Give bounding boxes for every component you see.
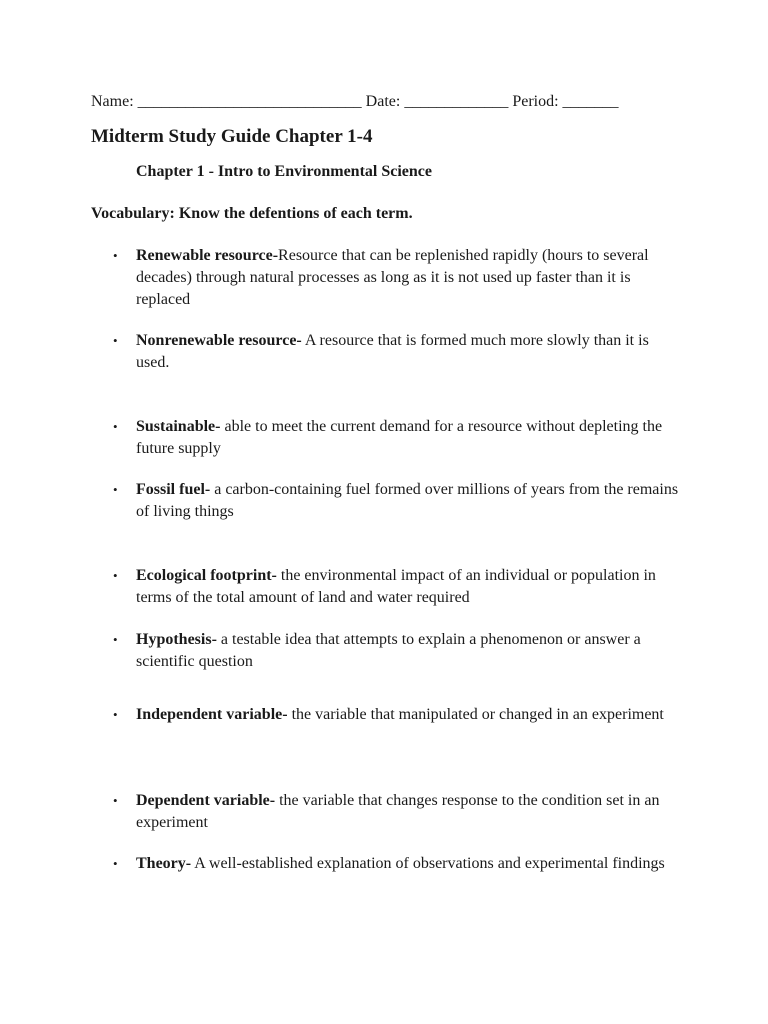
bullet-icon: •	[113, 793, 118, 808]
term-label: Independent variable-	[136, 706, 288, 723]
list-item	[113, 790, 681, 834]
term-label: Theory-	[136, 855, 192, 872]
period-blank: _______	[562, 93, 619, 110]
list-item	[113, 853, 681, 875]
date-label: Date:	[365, 93, 401, 110]
bullet-icon: •	[113, 707, 118, 722]
term-label: Sustainable-	[136, 418, 221, 435]
list-item	[113, 565, 681, 609]
term-definition: Resource that can be replenished rapidly (hours to several decades) through natural processes as long as it is not used up faster than it is replaced	[136, 247, 649, 308]
bullet-icon: •	[113, 248, 118, 263]
term-label: Ecological footprint-	[136, 567, 277, 584]
list-item	[113, 245, 681, 311]
list-item	[113, 704, 681, 726]
term-definition: a testable idea that attempts to explain a phenomenon or answer a scientific question	[136, 631, 641, 670]
bullet-icon: •	[113, 419, 118, 434]
period-label: Period:	[512, 93, 559, 110]
term-definition: the environmental impact of an individual or population in terms of the total amount of land and water required	[136, 567, 656, 606]
name-blank: ____________________________	[137, 93, 362, 110]
bullet-icon: •	[113, 856, 118, 871]
term-definition: the variable that changes response to the condition set in an experiment	[136, 792, 660, 831]
term-definition: A resource that is formed much more slowly than it is used.	[136, 332, 649, 371]
list-item	[113, 330, 681, 374]
bullet-icon: •	[113, 632, 118, 647]
chapter-heading: Chapter 1 - Intro to Environmental Science	[136, 163, 432, 180]
term-definition: a carbon-containing fuel formed over millions of years from the remains of living things	[136, 481, 679, 520]
term-label: Fossil fuel-	[136, 481, 211, 498]
term-definition: able to meet the current demand for a resource without depleting the future supply	[136, 418, 663, 457]
vocabulary-heading: Vocabulary: Know the defentions of each term.	[91, 205, 413, 222]
bullet-icon: •	[113, 333, 118, 348]
term-definition: A well-established explanation of observations and experimental findings	[191, 855, 665, 872]
bullet-icon: •	[113, 482, 118, 497]
student-info-line	[91, 93, 619, 111]
term-label: Hypothesis-	[136, 631, 217, 648]
list-item	[113, 416, 681, 460]
bullet-icon: •	[113, 568, 118, 583]
date-blank: _____________	[404, 93, 509, 110]
term-label: Renewable resource-	[136, 247, 279, 264]
list-item	[113, 629, 681, 673]
term-label: Nonrenewable resource-	[136, 332, 302, 349]
page-title: Midterm Study Guide Chapter 1-4	[91, 126, 373, 147]
list-item	[113, 479, 681, 523]
term-label: Dependent variable-	[136, 792, 276, 809]
term-definition: the variable that manipulated or changed in an experiment	[287, 706, 664, 723]
name-label: Name:	[91, 93, 134, 110]
